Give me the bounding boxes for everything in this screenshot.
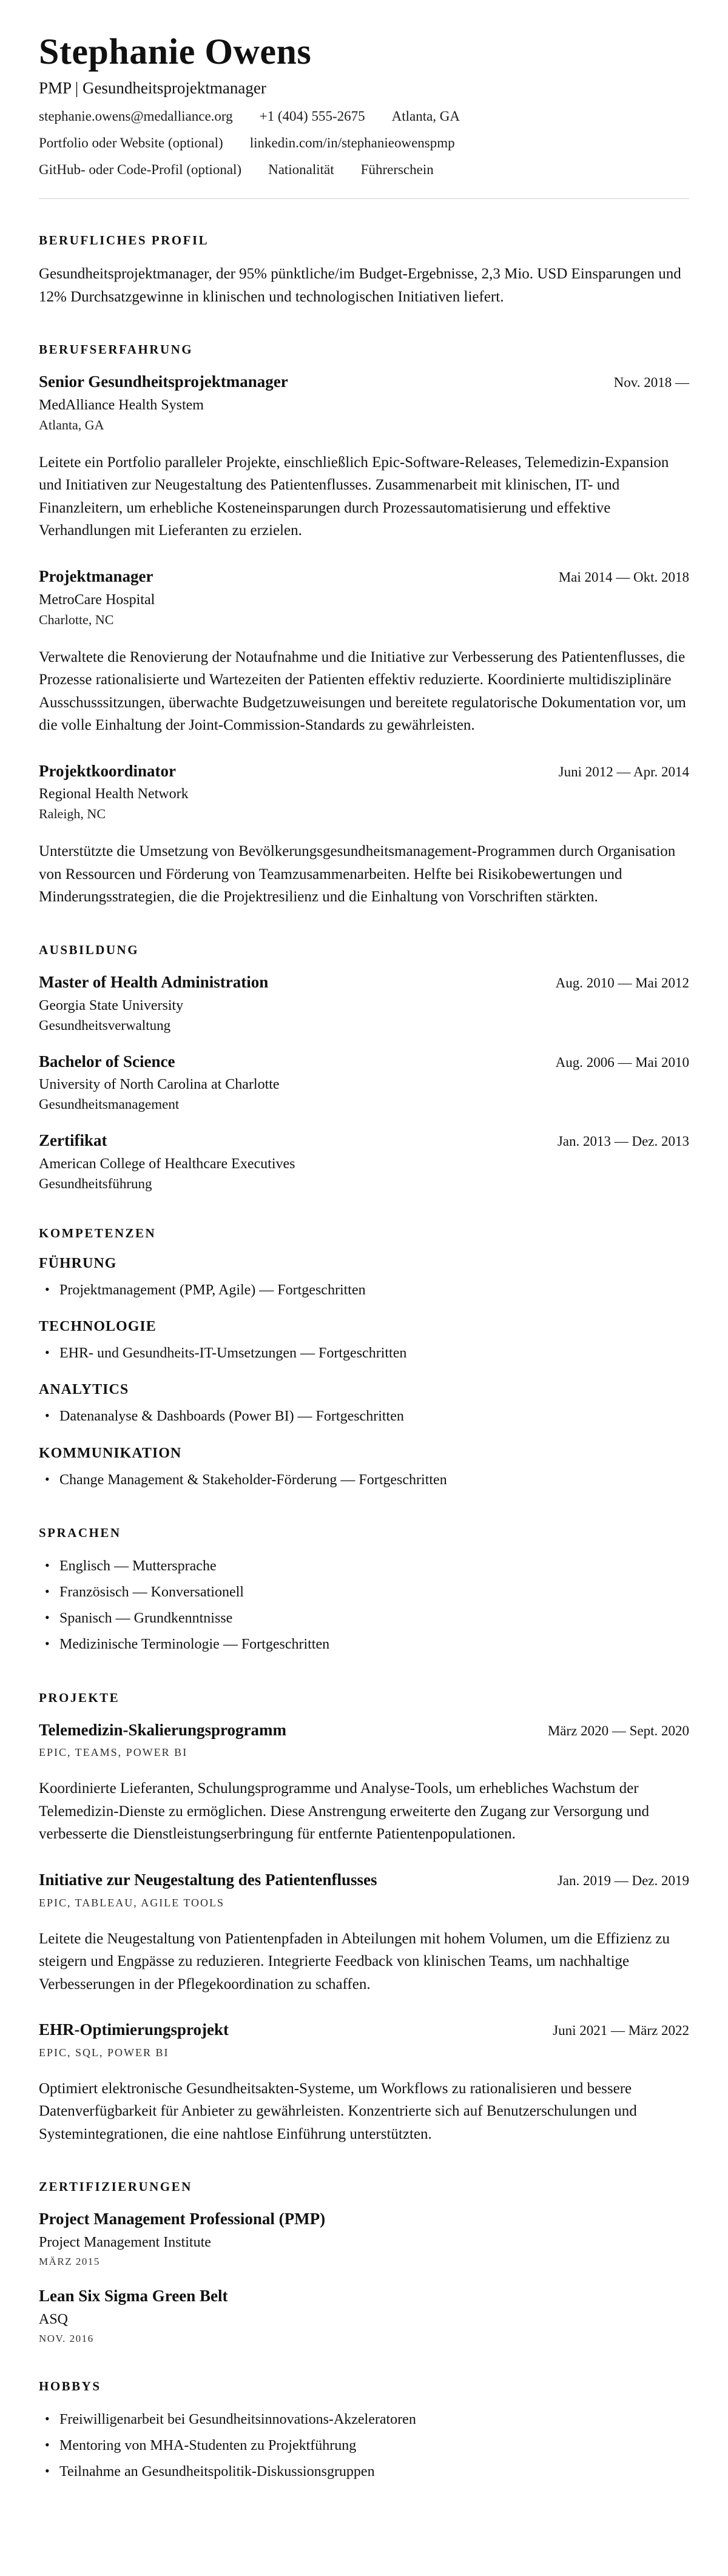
job-dates: Nov. 2018 — [613,375,689,390]
hobby-item: • Teilnahme an Gesundheitspolitik-Diskussionsgruppen [39,2461,689,2483]
nationality-field[interactable]: Nationalität [268,162,334,177]
section-label-certifications: ZERTIFIZIERUNGEN [39,2179,192,2194]
certification-entry [39,2209,689,2268]
job-dates: Mai 2014 — Okt. 2018 [558,569,689,585]
language-item: • Spanisch — Grundkenntnisse [39,1607,689,1630]
header-divider [39,198,689,199]
skill-group [39,1319,689,1365]
contact-row-1 [39,109,689,124]
skill-list [39,1279,689,1302]
hobby-list [39,2409,689,2484]
job-entry-head [39,372,689,392]
job-entry-head [39,761,689,782]
degree-title: Bachelor of Science [39,1052,175,1071]
section-languages [39,1525,689,1656]
section-label-experience: BERUFSERFAHRUNG [39,342,194,357]
skill-group-name: FÜHRUNG [39,1256,117,1271]
hobby-item: • Freiwilligenarbeit bei Gesundheitsinnovations-Akzeleratoren [39,2409,689,2431]
location-field[interactable]: Atlanta, GA [391,109,460,124]
language-item: • Medizinische Terminologie — Fortgeschritten [39,1633,689,1656]
job-description: Unterstützte die Umsetzung von Bevölkerungsgesundheitsmanagement-Programmen durch Organisation von Ressourcen und Förderung von Teamzusammenarbeiten. Helfte bei Risikobewertungen und Minderungsstrategien, die die Projektresilienz und die Einhaltung von Vorschriften stärkten. [39,843,676,906]
certification-date: MÄRZ 2015 [39,2256,100,2267]
job-description: Leitete ein Portfolio paralleler Projekte, einschließlich Epic-Software-Releases, Telemedizin-Expansion und Initiativen zur Neugestaltung des Patientenflusses. Zusammenarbeit mit klinischen, IT- und Finanzleitern, um erhebliche Kosteneinsparungen durch Prozessautomatisierung und effektive Verhandlungen mit Lieferanten zu erzielen. [39,454,669,539]
project-entry [39,1870,689,1996]
job-company: Regional Health Network [39,786,189,802]
field-of-study: Gesundheitsmanagement [39,1097,180,1112]
skill-group-name: KOMMUNIKATION [39,1445,182,1461]
project-description: Optimiert elektronische Gesundheitsakten-Systeme, um Workflows zu rationalisieren und bessere Datenverfügbarkeit für Anbieter zu gewährleisten. Konzentrierte sich auf Benutzerschulungen und Systemintegrationen, die eine nahtlose Einführung unterstützten. [39,2080,637,2142]
education-entry [39,1131,689,1192]
job-company: MetroCare Hospital [39,591,155,608]
certification-issuer: Project Management Institute [39,2235,211,2250]
skill-list [39,1405,689,1428]
education-entry [39,1052,689,1113]
candidate-title: PMP | Gesundheitsprojektmanager [39,79,266,97]
license-field[interactable]: Führerschein [360,162,434,177]
project-entry [39,2020,689,2145]
section-hobbies [39,2379,689,2484]
contact-row-2 [39,135,689,151]
field-of-study: Gesundheitsverwaltung [39,1017,171,1033]
school-name: University of North Carolina at Charlotte [39,1077,280,1093]
education-entry-head [39,1052,689,1072]
job-entry [39,761,689,909]
section-label-profile: BERUFLICHES PROFIL [39,233,209,247]
education-dates: Aug. 2006 — Mai 2010 [555,1054,689,1070]
project-entry-head [39,1720,689,1741]
project-stack: EPIC, TEAMS, POWER BI [39,1746,188,1759]
certification-name: Project Management Professional (PMP) [39,2210,326,2228]
job-company: MedAlliance Health System [39,397,204,413]
project-entry-head [39,1870,689,1891]
contact-row-3 [39,162,689,178]
job-location: Raleigh, NC [39,806,106,822]
degree-title: Master of Health Administration [39,972,269,991]
section-label-hobbies: HOBBYS [39,2378,101,2393]
certification-issuer: ASQ [39,2311,69,2327]
project-entry [39,1720,689,1846]
skill-group-name: TECHNOLOGIE [39,1319,157,1335]
skill-group [39,1256,689,1302]
field-of-study: Gesundheitsführung [39,1176,152,1191]
skill-group [39,1445,689,1491]
job-entry [39,372,689,542]
job-title: Projektkoordinator [39,761,176,780]
skill-group-name: ANALYTICS [39,1382,129,1398]
education-entry [39,972,689,1034]
job-title: Projektmanager [39,567,153,585]
phone-field[interactable]: +1 (404) 555-2675 [259,109,365,124]
project-stack: EPIC, TABLEAU, AGILE TOOLS [39,1896,225,1909]
job-location: Atlanta, GA [39,417,104,432]
skill-list [39,1469,689,1491]
education-entry-head [39,972,689,993]
skill-list [39,1342,689,1365]
section-skills [39,1226,689,1491]
section-label-skills: KOMPETENZEN [39,1226,157,1240]
section-label-languages: SPRACHEN [39,1525,121,1540]
education-entry-head [39,1131,689,1151]
project-title: Telemedizin-Skalierungsprogramm [39,1720,287,1739]
language-list [39,1555,689,1656]
education-dates: Aug. 2010 — Mai 2012 [555,975,689,990]
language-item: • Französisch — Konversationell [39,1581,689,1604]
portfolio-field[interactable]: Portfolio oder Website (optional) [39,135,223,150]
project-entry-head [39,2020,689,2040]
project-title: EHR-Optimierungsprojekt [39,2020,229,2039]
section-label-projects: PROJEKTE [39,1690,120,1705]
candidate-name: Stephanie Owens [39,32,312,72]
email-field[interactable]: stephanie.owens@medalliance.org [39,109,233,124]
profile-text: Gesundheitsprojektmanager, der 95% pünktliche/im Budget-Ergebnisse, 2,3 Mio. USD Einsparungen und 12% Durchsatzgewinne in klinischen und technologischen Initiativen liefert. [39,266,681,305]
school-name: Georgia State University [39,997,184,1014]
project-dates: Jan. 2019 — Dez. 2019 [557,1872,689,1888]
section-experience [39,342,689,909]
certification-name: Lean Six Sigma Green Belt [39,2287,228,2305]
skill-item: • EHR- und Gesundheits-IT-Umsetzungen — Fortgeschritten [39,1342,689,1365]
certification-date: NOV. 2016 [39,2332,94,2344]
skill-item: • Change Management & Stakeholder-Förderung — Fortgeschritten [39,1469,689,1491]
job-entry-head [39,567,689,587]
education-dates: Jan. 2013 — Dez. 2013 [557,1134,689,1149]
skill-group [39,1382,689,1428]
skill-item: • Projektmanagement (PMP, Agile) — Fortgeschritten [39,1279,689,1302]
hobby-item: • Mentoring von MHA-Studenten zu Projektführung [39,2435,689,2457]
project-dates: Juni 2021 — März 2022 [553,2023,689,2038]
job-title: Senior Gesundheitsprojektmanager [39,372,288,391]
linkedin-field[interactable]: linkedin.com/in/stephanieowenspmp [249,135,455,150]
degree-title: Zertifikat [39,1131,107,1150]
section-certifications [39,2179,689,2345]
section-label-education: AUSBILDUNG [39,942,140,957]
job-location: Charlotte, NC [39,611,114,627]
section-profile [39,233,689,308]
section-projects [39,1690,689,2146]
section-education [39,943,689,1192]
project-description: Leitete die Neugestaltung von Patientenpfaden in Abteilungen mit hohem Volumen, um die Effizienz zu steigern und Engpässe zu reduzieren. Integrierte Feedback von klinischen Teams, um nachhaltige Verbesserungen in der Pflegekoordination zu schaffen. [39,1930,670,1993]
project-stack: EPIC, SQL, POWER BI [39,2046,169,2059]
school-name: American College of Healthcare Executives [39,1156,295,1172]
certification-entry [39,2286,689,2345]
project-title: Initiative zur Neugestaltung des Patientenflusses [39,1870,377,1889]
project-description: Koordinierte Lieferanten, Schulungsprogramme und Analyse-Tools, um erhebliches Wachstum der Telemedizin-Dienste zu ermöglichen. Diese Anstrengung erweiterte den Zugang zur Versorgung und verbesserte die Dienstleistungserbringung für entfernte Patientenpopulationen. [39,1780,650,1843]
job-dates: Juni 2012 — Apr. 2014 [558,764,689,779]
project-dates: März 2020 — Sept. 2020 [547,1723,689,1738]
skill-item: • Datenanalyse & Dashboards (Power BI) — Fortgeschritten [39,1405,689,1428]
job-description: Verwaltete die Renovierung der Notaufnahme und die Initiative zur Verbesserung des Patientenflusses, die Prozesse rationalisierte und Wartezeiten der Patienten effektiv reduzierte. Koordinierte multidisziplinäre Ausschusssitzungen, überwachte Budgetzuweisungen und bereitete regulatorische Dokumentation vor, um die volle Einhaltung der Joint-Commission-Standards zu gewährleisten. [39,648,686,733]
language-item: • Englisch — Muttersprache [39,1555,689,1578]
job-entry [39,567,689,737]
github-field[interactable]: GitHub- oder Code-Profil (optional) [39,162,242,177]
resume-header [39,32,689,199]
